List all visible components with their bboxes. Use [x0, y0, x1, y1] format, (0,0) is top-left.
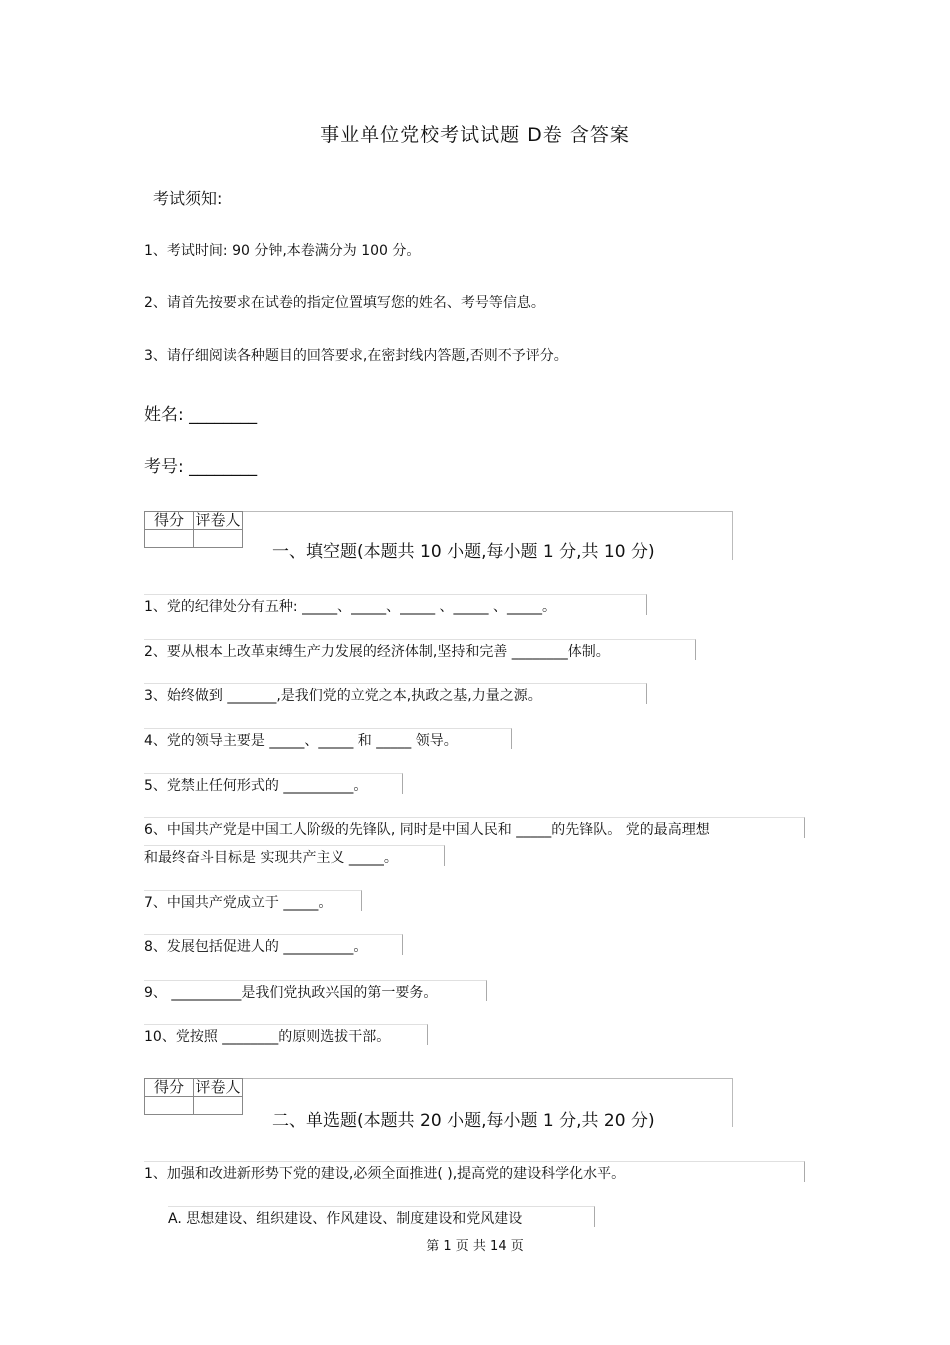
question: 1、党的纪律处分有五种: _____、_____、_____ 、_____ 、_____。	[144, 599, 556, 615]
page-title: 事业单位党校考试试题 D卷 含答案	[320, 124, 630, 146]
notice-item: 3、请仔细阅读各种题目的回答要求,在密封线内答题,否则不予评分。	[144, 348, 568, 364]
page-footer: 第 1 页 共 14 页	[426, 1239, 524, 1254]
question: 8、发展包括促进人的 __________。	[144, 939, 368, 955]
question-continued: 和最终奋斗目标是 实现共产主义 _____。	[144, 850, 398, 866]
question: 3、始终做到 _______,是我们党的立党之本,执政之基,力量之源。	[144, 688, 542, 704]
grader-cell[interactable]	[194, 530, 243, 548]
score-box	[144, 1078, 243, 1115]
question: 10、党按照 ________的原则选拔干部。	[144, 1029, 391, 1045]
score-box	[144, 511, 243, 548]
grader-label: 评卷人	[195, 1078, 241, 1096]
grader-label: 评卷人	[195, 511, 241, 529]
section-title: 二、单选题(本题共 20 小题,每小题 1 分,共 20 分)	[272, 1111, 655, 1131]
section-title: 一、填空题(本题共 10 小题,每小题 1 分,共 10 分)	[272, 542, 655, 562]
notice-item: 1、考试时间: 90 分钟,本卷满分为 100 分。	[144, 243, 421, 259]
question: 6、中国共产党是中国工人阶级的先锋队, 同时是中国人民和 _____的先锋队。 党的最高理想	[144, 822, 710, 838]
question: 7、中国共产党成立于 _____。	[144, 895, 333, 911]
question: 1、加强和改进新形势下党的建设,必须全面推进( ),提高党的建设科学化水平。	[144, 1166, 626, 1182]
grader-cell[interactable]	[194, 1097, 243, 1115]
score-cell[interactable]	[145, 1097, 194, 1115]
score-label: 得分	[145, 1079, 194, 1097]
question: 5、党禁止任何形式的 __________。	[144, 778, 368, 794]
score-cell[interactable]	[145, 530, 194, 548]
exam-id-field[interactable]: 考号: ________	[144, 457, 258, 477]
notice-heading: 考试须知:	[153, 189, 223, 208]
option-a[interactable]: A. 思想建设、组织建设、作风建设、制度建设和党风建设	[168, 1211, 523, 1227]
question: 2、要从根本上改革束缚生产力发展的经济体制,坚持和完善 ________体制。	[144, 644, 610, 660]
question: 9、 __________是我们党执政兴国的第一要务。	[144, 985, 438, 1001]
question: 4、党的领导主要是 _____、_____ 和 _____ 领导。	[144, 733, 458, 749]
notice-item: 2、请首先按要求在试卷的指定位置填写您的姓名、考号等信息。	[144, 295, 545, 311]
name-field[interactable]: 姓名: ________	[144, 405, 258, 425]
score-label: 得分	[145, 512, 194, 530]
